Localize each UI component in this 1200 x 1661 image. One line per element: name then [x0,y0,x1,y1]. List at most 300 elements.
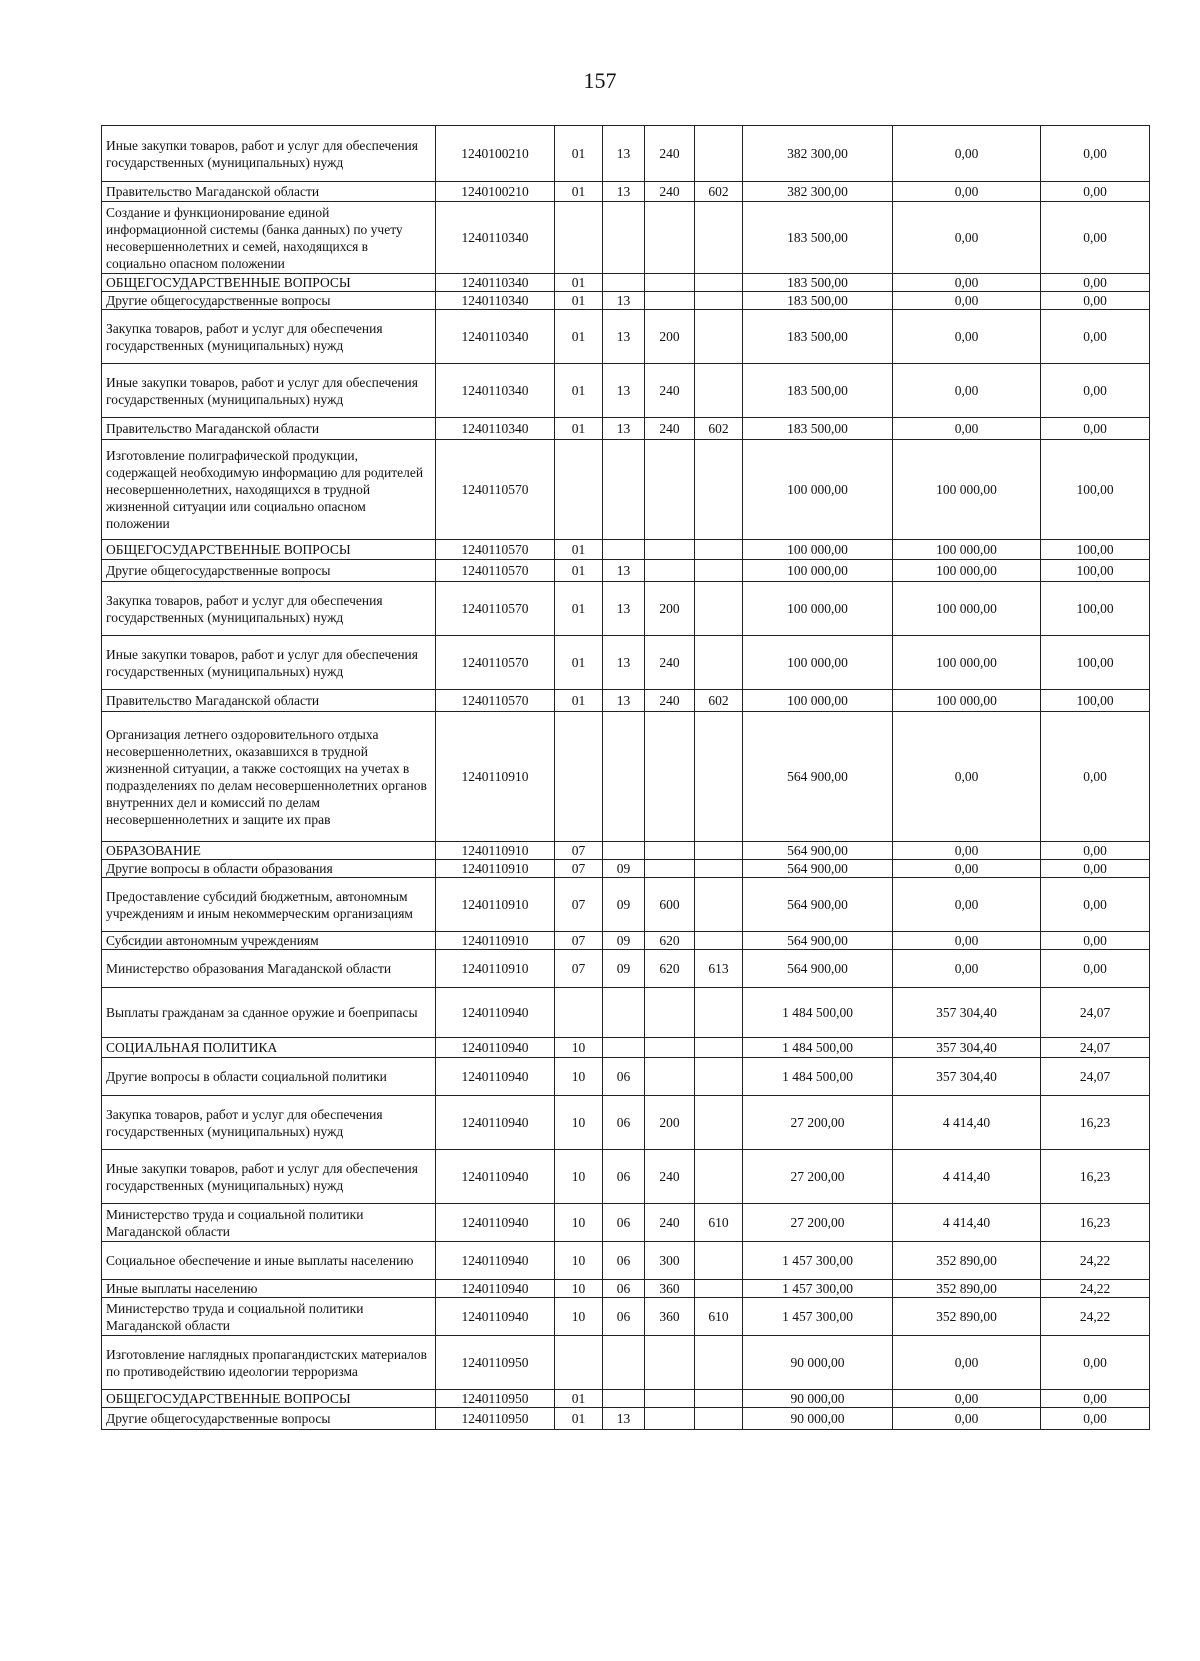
row-fact-cell: 4 414,40 [893,1204,1041,1242]
row-percent-cell: 16,23 [1041,1096,1150,1150]
row-section-cell: 10 [555,1096,603,1150]
row-fact-cell: 0,00 [893,418,1041,440]
row-section-cell: 01 [555,582,603,636]
row-csr-cell: 1240110570 [436,540,555,560]
row-subsection-cell: 06 [603,1298,645,1336]
row-admin-cell [695,1038,743,1058]
row-csr-cell: 1240110940 [436,1150,555,1204]
row-admin-cell [695,126,743,182]
row-admin-cell [695,540,743,560]
row-fact-cell: 352 890,00 [893,1298,1041,1336]
row-name-cell: СОЦИАЛЬНАЯ ПОЛИТИКА [102,1038,436,1058]
row-plan-cell: 564 900,00 [743,842,893,860]
row-name-cell: Иные закупки товаров, работ и услуг для обеспечения государственных (муниципальных) нужд [102,1150,436,1204]
row-admin-cell: 602 [695,182,743,202]
row-csr-cell: 1240110570 [436,582,555,636]
row-section-cell: 10 [555,1298,603,1336]
row-expense-type-cell: 240 [645,126,695,182]
row-csr-cell: 1240110570 [436,690,555,712]
row-admin-cell: 602 [695,418,743,440]
table-row [102,274,1150,292]
row-name-cell: Министерство труда и социальной политики Магаданской области [102,1298,436,1336]
row-fact-cell: 0,00 [893,1390,1041,1408]
row-percent-cell: 100,00 [1041,690,1150,712]
row-section-cell: 07 [555,932,603,950]
row-csr-cell: 1240110940 [436,1038,555,1058]
table-row [102,126,1150,182]
row-expense-type-cell: 200 [645,1096,695,1150]
row-admin-cell: 610 [695,1204,743,1242]
row-section-cell [555,440,603,540]
row-plan-cell: 100 000,00 [743,560,893,582]
row-expense-type-cell: 240 [645,364,695,418]
row-percent-cell: 24,22 [1041,1280,1150,1298]
row-fact-cell: 0,00 [893,932,1041,950]
row-fact-cell: 357 304,40 [893,1038,1041,1058]
row-percent-cell: 100,00 [1041,636,1150,690]
table-row [102,1150,1150,1204]
row-subsection-cell: 06 [603,1058,645,1096]
row-name-cell: Другие общегосударственные вопросы [102,1408,436,1430]
table-row [102,418,1150,440]
row-expense-type-cell [645,202,695,274]
row-section-cell [555,202,603,274]
row-subsection-cell: 13 [603,690,645,712]
row-section-cell: 07 [555,860,603,878]
row-admin-cell [695,1336,743,1390]
row-subsection-cell: 13 [603,1408,645,1430]
row-plan-cell: 1 484 500,00 [743,1038,893,1058]
table-row [102,712,1150,842]
row-percent-cell: 0,00 [1041,712,1150,842]
table-row [102,182,1150,202]
row-percent-cell: 16,23 [1041,1204,1150,1242]
row-plan-cell: 100 000,00 [743,690,893,712]
row-name-cell: Правительство Магаданской области [102,418,436,440]
table-row [102,1336,1150,1390]
table-row [102,540,1150,560]
row-percent-cell: 24,07 [1041,1058,1150,1096]
row-fact-cell: 100 000,00 [893,560,1041,582]
row-plan-cell: 183 500,00 [743,418,893,440]
row-percent-cell: 0,00 [1041,310,1150,364]
row-name-cell: Социальное обеспечение и иные выплаты населению [102,1242,436,1280]
row-plan-cell: 564 900,00 [743,950,893,988]
row-fact-cell: 100 000,00 [893,440,1041,540]
row-expense-type-cell [645,440,695,540]
row-expense-type-cell [645,274,695,292]
row-section-cell: 01 [555,310,603,364]
row-csr-cell: 1240110910 [436,842,555,860]
row-name-cell: Министерство труда и социальной политики Магаданской области [102,1204,436,1242]
row-csr-cell: 1240110910 [436,712,555,842]
row-expense-type-cell [645,712,695,842]
row-csr-cell: 1240110340 [436,292,555,310]
row-subsection-cell: 09 [603,860,645,878]
row-name-cell: Иные выплаты населению [102,1280,436,1298]
table-row [102,950,1150,988]
table-row [102,560,1150,582]
row-subsection-cell: 13 [603,182,645,202]
row-section-cell: 01 [555,418,603,440]
row-expense-type-cell [645,1038,695,1058]
table-row [102,878,1150,932]
row-name-cell: Закупка товаров, работ и услуг для обеспечения государственных (муниципальных) нужд [102,310,436,364]
table-row [102,842,1150,860]
row-fact-cell: 0,00 [893,712,1041,842]
row-admin-cell [695,1390,743,1408]
row-expense-type-cell: 240 [645,182,695,202]
row-plan-cell: 564 900,00 [743,878,893,932]
table-row [102,1242,1150,1280]
budget-table [101,125,1150,1430]
row-percent-cell: 100,00 [1041,582,1150,636]
row-percent-cell: 0,00 [1041,418,1150,440]
row-admin-cell [695,712,743,842]
row-expense-type-cell [645,988,695,1038]
row-plan-cell: 1 457 300,00 [743,1298,893,1336]
row-admin-cell [695,560,743,582]
row-expense-type-cell: 360 [645,1298,695,1336]
row-percent-cell: 0,00 [1041,274,1150,292]
row-csr-cell: 1240110340 [436,418,555,440]
row-percent-cell: 0,00 [1041,364,1150,418]
row-csr-cell: 1240110910 [436,950,555,988]
row-csr-cell: 1240110940 [436,1280,555,1298]
row-csr-cell: 1240110950 [436,1390,555,1408]
table-row [102,1038,1150,1058]
row-fact-cell: 100 000,00 [893,582,1041,636]
row-csr-cell: 1240110340 [436,202,555,274]
row-csr-cell: 1240100210 [436,126,555,182]
row-expense-type-cell: 240 [645,418,695,440]
row-fact-cell: 0,00 [893,842,1041,860]
row-plan-cell: 183 500,00 [743,364,893,418]
row-percent-cell: 100,00 [1041,540,1150,560]
row-name-cell: Другие вопросы в области социальной политики [102,1058,436,1096]
row-percent-cell: 0,00 [1041,1336,1150,1390]
row-section-cell: 01 [555,540,603,560]
row-csr-cell: 1240110570 [436,636,555,690]
row-name-cell: Закупка товаров, работ и услуг для обеспечения государственных (муниципальных) нужд [102,1096,436,1150]
row-subsection-cell: 13 [603,310,645,364]
row-admin-cell [695,1058,743,1096]
row-expense-type-cell [645,540,695,560]
row-expense-type-cell: 200 [645,310,695,364]
row-section-cell: 01 [555,292,603,310]
row-admin-cell [695,310,743,364]
table-row [102,636,1150,690]
row-expense-type-cell [645,842,695,860]
row-expense-type-cell [645,292,695,310]
row-subsection-cell: 09 [603,932,645,950]
row-name-cell: ОБЩЕГОСУДАРСТВЕННЫЕ ВОПРОСЫ [102,1390,436,1408]
table-row [102,988,1150,1038]
row-csr-cell: 1240110340 [436,364,555,418]
row-fact-cell: 0,00 [893,878,1041,932]
row-plan-cell: 100 000,00 [743,636,893,690]
row-admin-cell [695,1242,743,1280]
row-subsection-cell [603,988,645,1038]
row-subsection-cell: 06 [603,1280,645,1298]
row-fact-cell: 0,00 [893,274,1041,292]
row-csr-cell: 1240110950 [436,1336,555,1390]
row-admin-cell [695,636,743,690]
row-section-cell: 01 [555,274,603,292]
row-name-cell: Другие общегосударственные вопросы [102,292,436,310]
row-plan-cell: 564 900,00 [743,712,893,842]
row-percent-cell: 0,00 [1041,292,1150,310]
row-admin-cell [695,202,743,274]
row-percent-cell: 100,00 [1041,560,1150,582]
row-fact-cell: 0,00 [893,1336,1041,1390]
row-admin-cell [695,988,743,1038]
row-section-cell: 01 [555,636,603,690]
row-fact-cell: 100 000,00 [893,690,1041,712]
row-section-cell: 10 [555,1204,603,1242]
row-subsection-cell: 06 [603,1204,645,1242]
row-section-cell [555,712,603,842]
row-percent-cell: 24,22 [1041,1298,1150,1336]
row-csr-cell: 1240110910 [436,860,555,878]
row-name-cell: Иные закупки товаров, работ и услуг для обеспечения государственных (муниципальных) нужд [102,126,436,182]
table-row [102,1408,1150,1430]
row-subsection-cell: 09 [603,878,645,932]
row-subsection-cell [603,712,645,842]
row-section-cell: 01 [555,364,603,418]
row-expense-type-cell: 200 [645,582,695,636]
row-section-cell: 01 [555,126,603,182]
row-plan-cell: 90 000,00 [743,1390,893,1408]
row-plan-cell: 100 000,00 [743,440,893,540]
row-csr-cell: 1240110570 [436,440,555,540]
row-expense-type-cell: 620 [645,950,695,988]
row-fact-cell: 100 000,00 [893,540,1041,560]
row-plan-cell: 100 000,00 [743,540,893,560]
row-name-cell: Закупка товаров, работ и услуг для обеспечения государственных (муниципальных) нужд [102,582,436,636]
row-fact-cell: 0,00 [893,860,1041,878]
row-plan-cell: 100 000,00 [743,582,893,636]
table-row [102,202,1150,274]
row-name-cell: Правительство Магаданской области [102,690,436,712]
row-fact-cell: 0,00 [893,310,1041,364]
row-section-cell: 01 [555,1390,603,1408]
row-percent-cell: 100,00 [1041,440,1150,540]
row-csr-cell: 1240110340 [436,310,555,364]
row-admin-cell [695,364,743,418]
row-fact-cell: 352 890,00 [893,1242,1041,1280]
row-plan-cell: 1 457 300,00 [743,1242,893,1280]
row-percent-cell: 0,00 [1041,950,1150,988]
row-admin-cell [695,582,743,636]
row-plan-cell: 183 500,00 [743,274,893,292]
row-name-cell: ОБЩЕГОСУДАРСТВЕННЫЕ ВОПРОСЫ [102,274,436,292]
row-section-cell: 10 [555,1150,603,1204]
row-subsection-cell: 13 [603,292,645,310]
row-name-cell: Правительство Магаданской области [102,182,436,202]
row-percent-cell: 0,00 [1041,1390,1150,1408]
row-plan-cell: 382 300,00 [743,182,893,202]
row-admin-cell [695,1280,743,1298]
row-expense-type-cell: 240 [645,1150,695,1204]
row-subsection-cell [603,440,645,540]
row-fact-cell: 0,00 [893,292,1041,310]
row-csr-cell: 1240100210 [436,182,555,202]
row-name-cell: Создание и функционирование единой информационной системы (банка данных) по учету несовершеннолетних и семей, находящихся в социально опасном положении [102,202,436,274]
row-subsection-cell: 09 [603,950,645,988]
row-subsection-cell: 13 [603,418,645,440]
row-fact-cell: 352 890,00 [893,1280,1041,1298]
row-subsection-cell: 13 [603,560,645,582]
row-subsection-cell: 06 [603,1242,645,1280]
row-fact-cell: 0,00 [893,202,1041,274]
row-name-cell: Субсидии автономным учреждениям [102,932,436,950]
row-csr-cell: 1240110940 [436,1298,555,1336]
row-csr-cell: 1240110910 [436,932,555,950]
row-csr-cell: 1240110940 [436,1058,555,1096]
row-expense-type-cell [645,1390,695,1408]
row-percent-cell: 24,07 [1041,1038,1150,1058]
row-csr-cell: 1240110940 [436,1242,555,1280]
row-name-cell: Иные закупки товаров, работ и услуг для обеспечения государственных (муниципальных) нужд [102,364,436,418]
row-fact-cell: 0,00 [893,182,1041,202]
row-fact-cell: 357 304,40 [893,988,1041,1038]
row-percent-cell: 0,00 [1041,932,1150,950]
row-csr-cell: 1240110940 [436,1204,555,1242]
row-expense-type-cell: 300 [645,1242,695,1280]
row-section-cell: 07 [555,878,603,932]
row-name-cell: Изготовление полиграфической продукции, содержащей необходимую информацию для родителей несовершеннолетних, находящихся в трудной жизненной ситуации или социально опасном положении [102,440,436,540]
row-expense-type-cell [645,1408,695,1430]
row-expense-type-cell: 600 [645,878,695,932]
row-expense-type-cell [645,560,695,582]
row-section-cell: 07 [555,842,603,860]
row-name-cell: Изготовление наглядных пропагандистских материалов по противодействию идеологии терроризма [102,1336,436,1390]
row-percent-cell: 0,00 [1041,842,1150,860]
row-expense-type-cell: 240 [645,1204,695,1242]
row-subsection-cell [603,540,645,560]
row-section-cell: 07 [555,950,603,988]
row-section-cell [555,988,603,1038]
row-plan-cell: 183 500,00 [743,292,893,310]
row-percent-cell: 0,00 [1041,878,1150,932]
row-fact-cell: 357 304,40 [893,1058,1041,1096]
row-name-cell: Предоставление субсидий бюджетным, автономным учреждениям и иным некоммерческим организациям [102,878,436,932]
row-subsection-cell [603,1390,645,1408]
row-admin-cell [695,932,743,950]
row-admin-cell [695,274,743,292]
row-expense-type-cell [645,860,695,878]
row-admin-cell [695,292,743,310]
row-plan-cell: 1 457 300,00 [743,1280,893,1298]
row-section-cell: 10 [555,1242,603,1280]
row-csr-cell: 1240110910 [436,878,555,932]
row-subsection-cell [603,202,645,274]
row-expense-type-cell: 240 [645,690,695,712]
row-plan-cell: 183 500,00 [743,202,893,274]
row-fact-cell: 0,00 [893,364,1041,418]
row-fact-cell: 4 414,40 [893,1096,1041,1150]
row-subsection-cell: 13 [603,126,645,182]
row-subsection-cell: 13 [603,582,645,636]
row-name-cell: Министерство образования Магаданской области [102,950,436,988]
row-fact-cell: 0,00 [893,1408,1041,1430]
row-admin-cell [695,1150,743,1204]
row-expense-type-cell: 360 [645,1280,695,1298]
row-name-cell: ОБРАЗОВАНИЕ [102,842,436,860]
row-plan-cell: 183 500,00 [743,310,893,364]
row-admin-cell: 610 [695,1298,743,1336]
table-row [102,440,1150,540]
row-csr-cell: 1240110570 [436,560,555,582]
row-section-cell: 01 [555,560,603,582]
row-admin-cell: 613 [695,950,743,988]
row-csr-cell: 1240110940 [436,988,555,1038]
row-admin-cell [695,1096,743,1150]
row-subsection-cell [603,274,645,292]
row-percent-cell: 24,07 [1041,988,1150,1038]
table-row [102,1204,1150,1242]
row-expense-type-cell [645,1336,695,1390]
row-subsection-cell: 13 [603,364,645,418]
row-name-cell: Иные закупки товаров, работ и услуг для обеспечения государственных (муниципальных) нужд [102,636,436,690]
row-plan-cell: 90 000,00 [743,1408,893,1430]
row-fact-cell: 0,00 [893,950,1041,988]
row-section-cell [555,1336,603,1390]
row-section-cell: 01 [555,690,603,712]
row-subsection-cell: 06 [603,1096,645,1150]
row-plan-cell: 1 484 500,00 [743,1058,893,1096]
row-fact-cell: 100 000,00 [893,636,1041,690]
row-subsection-cell: 06 [603,1150,645,1204]
row-fact-cell: 4 414,40 [893,1150,1041,1204]
table-row [102,1058,1150,1096]
row-admin-cell [695,440,743,540]
row-expense-type-cell: 240 [645,636,695,690]
row-csr-cell: 1240110940 [436,1096,555,1150]
row-percent-cell: 24,22 [1041,1242,1150,1280]
row-plan-cell: 90 000,00 [743,1336,893,1390]
row-plan-cell: 27 200,00 [743,1204,893,1242]
row-admin-cell: 602 [695,690,743,712]
row-section-cell: 10 [555,1038,603,1058]
table-row [102,292,1150,310]
table-row [102,582,1150,636]
row-subsection-cell [603,1038,645,1058]
page-number: 157 [583,68,617,93]
row-percent-cell: 0,00 [1041,202,1150,274]
row-plan-cell: 382 300,00 [743,126,893,182]
row-section-cell: 01 [555,182,603,202]
table-row [102,1280,1150,1298]
table-row [102,310,1150,364]
row-subsection-cell [603,842,645,860]
row-plan-cell: 1 484 500,00 [743,988,893,1038]
row-name-cell: Другие общегосударственные вопросы [102,560,436,582]
row-admin-cell [695,1408,743,1430]
table-row [102,1096,1150,1150]
row-csr-cell: 1240110950 [436,1408,555,1430]
row-subsection-cell: 13 [603,636,645,690]
row-name-cell: Выплаты гражданам за сданное оружие и боеприпасы [102,988,436,1038]
table-row [102,364,1150,418]
row-fact-cell: 0,00 [893,126,1041,182]
row-section-cell: 01 [555,1408,603,1430]
row-plan-cell: 27 200,00 [743,1150,893,1204]
row-percent-cell: 0,00 [1041,1408,1150,1430]
row-percent-cell: 0,00 [1041,860,1150,878]
row-name-cell: Другие вопросы в области образования [102,860,436,878]
